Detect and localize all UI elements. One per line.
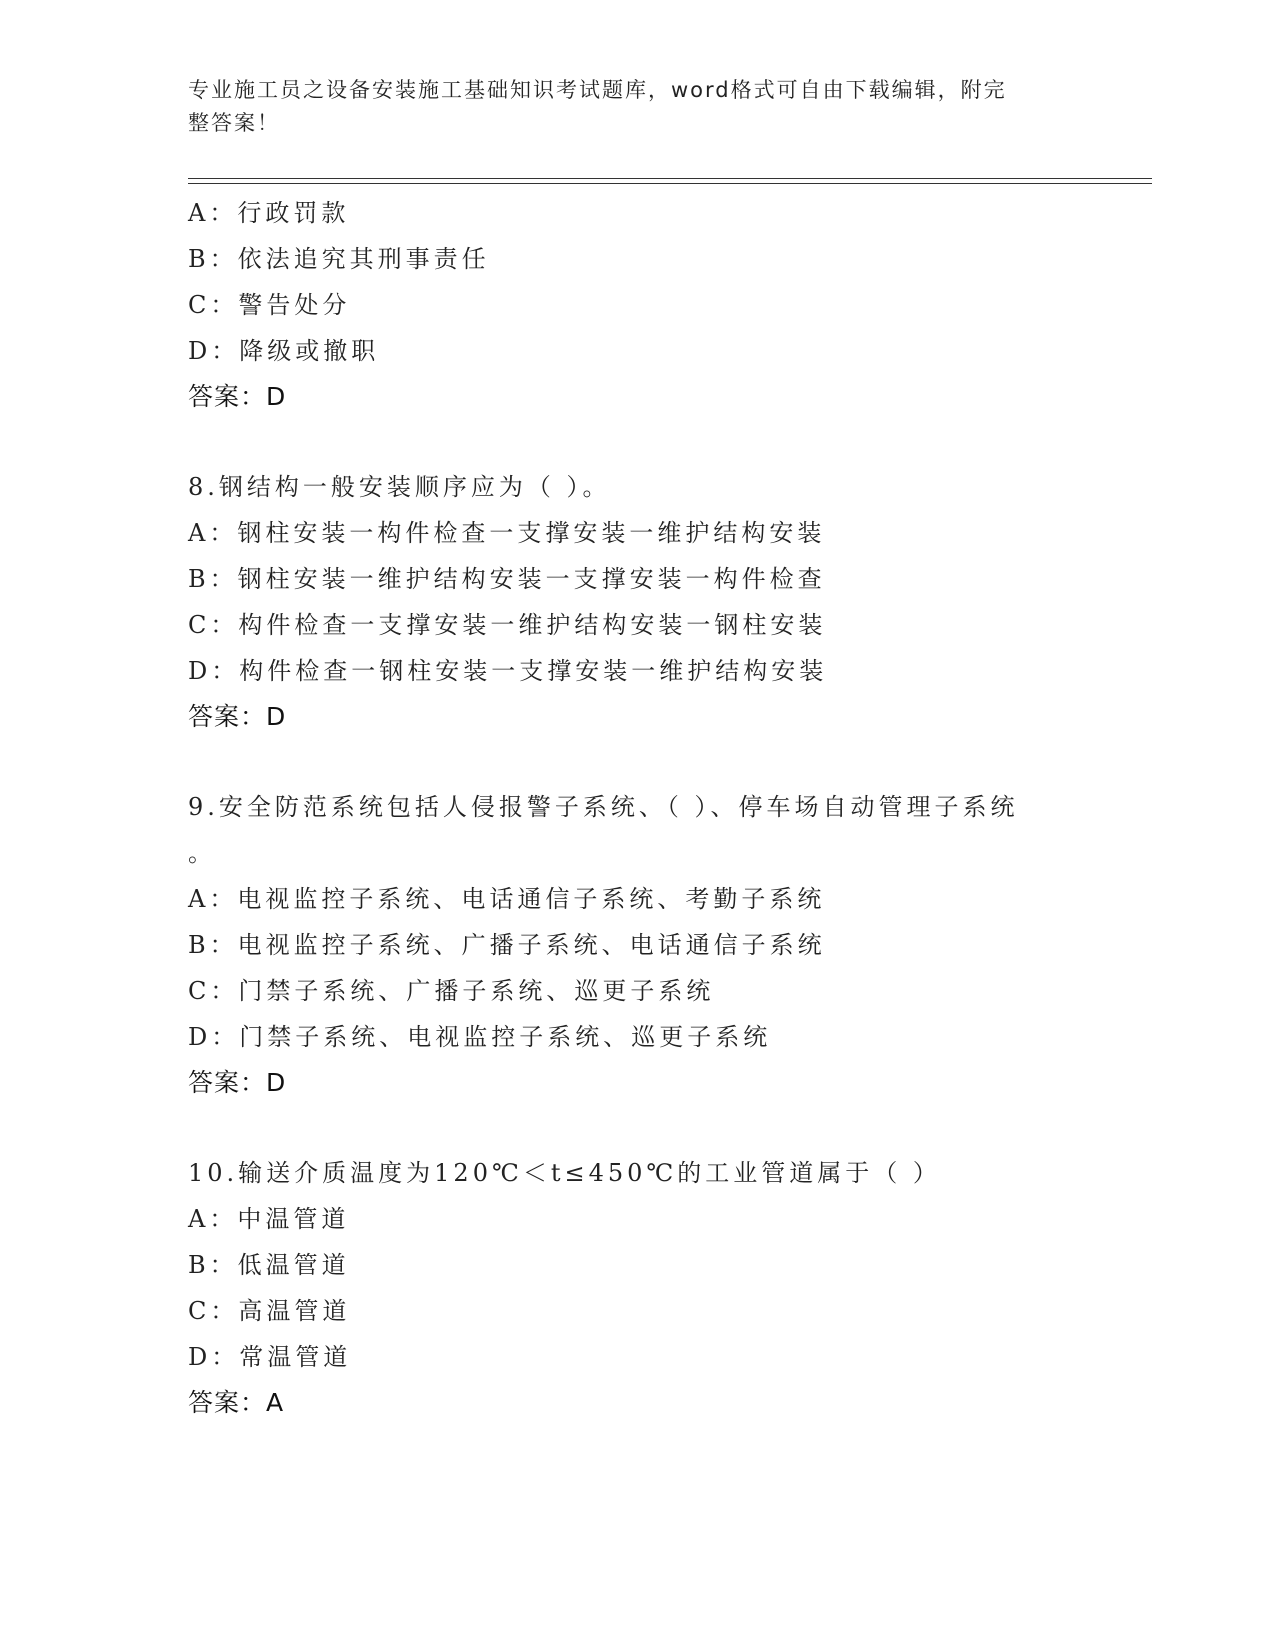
option-c: C：门禁子系统、广播子系统、巡更子系统 <box>188 977 715 1005</box>
spacer <box>188 1106 1088 1150</box>
answer-label: 答案：D <box>188 382 287 411</box>
question-10 <box>188 1150 1088 1426</box>
question-list <box>188 190 1088 1426</box>
question-7 <box>188 190 1088 420</box>
document-header <box>188 74 1068 140</box>
header-divider-bottom <box>188 183 1152 184</box>
answer-label: 答案：D <box>188 1068 287 1097</box>
question-8 <box>188 464 1088 740</box>
option-b: B：钢柱安装一维护结构安装一支撑安装一构件检查 <box>188 565 826 593</box>
option-c: C：高温管道 <box>188 1297 351 1325</box>
option-a: A：电视监控子系统、电话通信子系统、考勤子系统 <box>188 885 826 913</box>
question-text: 8.钢结构一般安装顺序应为（ ）。 <box>188 473 611 501</box>
option-d: D：门禁子系统、电视监控子系统、巡更子系统 <box>188 1023 772 1051</box>
spacer <box>188 740 1088 784</box>
header-divider-top <box>188 178 1152 179</box>
question-text-continued: 。 <box>188 839 216 867</box>
spacer <box>188 420 1088 464</box>
option-a: A：中温管道 <box>188 1205 350 1233</box>
header-line-2: 整答案！ <box>188 111 280 135</box>
option-d: D：常温管道 <box>188 1343 352 1371</box>
option-b: B：依法追究其刑事责任 <box>188 245 490 273</box>
option-d: D：构件检查一钢柱安装一支撑安装一维护结构安装 <box>188 657 828 685</box>
option-c: C：构件检查一支撑安装一维护结构安装一钢柱安装 <box>188 611 827 639</box>
option-a: A：行政罚款 <box>188 199 350 227</box>
option-d: D：降级或撤职 <box>188 337 380 365</box>
answer-label: 答案：D <box>188 702 287 731</box>
answer-label: 答案：A <box>188 1388 285 1417</box>
question-text: 9.安全防范系统包括人侵报警子系统、（ ）、停车场自动管理子系统 <box>188 793 1019 821</box>
header-line-1: 专业施工员之设备安装施工基础知识考试题库，word格式可自由下载编辑，附完 <box>188 78 1007 102</box>
option-b: B：低温管道 <box>188 1251 350 1279</box>
question-9 <box>188 784 1088 1106</box>
option-a: A：钢柱安装一构件检查一支撑安装一维护结构安装 <box>188 519 826 547</box>
option-c: C：警告处分 <box>188 291 351 319</box>
question-text: 10.输送介质温度为120℃＜t≤450℃的工业管道属于（ ） <box>188 1159 941 1187</box>
option-b: B：电视监控子系统、广播子系统、电话通信子系统 <box>188 931 826 959</box>
